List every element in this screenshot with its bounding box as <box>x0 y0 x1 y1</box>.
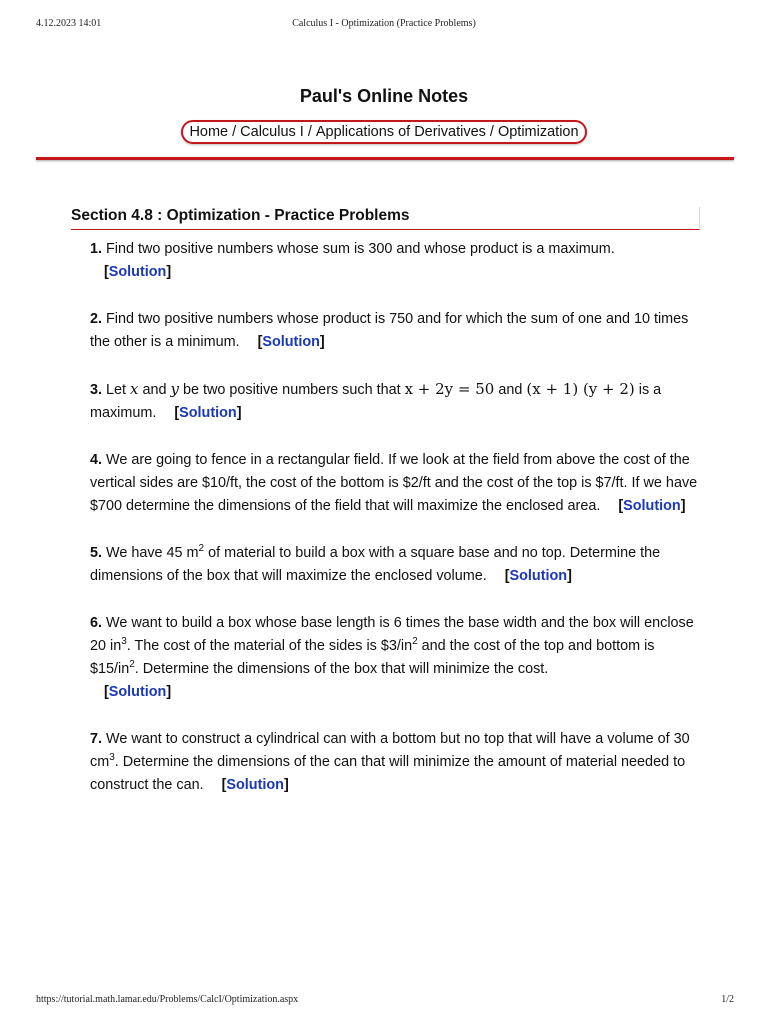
problem-number: 7. <box>90 731 103 747</box>
breadcrumb-home[interactable]: Home <box>189 124 229 140</box>
math-constraint: x + 2y = 50 <box>404 380 495 398</box>
bracket-close: ] <box>680 498 686 514</box>
breadcrumb-separator: / <box>232 124 237 140</box>
superscript: 2 <box>198 543 205 554</box>
problem-4 <box>90 449 702 518</box>
solution-link-2[interactable]: Solution <box>262 334 320 350</box>
solution-link-wrap <box>174 405 241 421</box>
problem-text: and <box>138 382 171 398</box>
solution-link-wrap <box>90 261 702 284</box>
problem-list <box>90 238 702 821</box>
math-var-x: x <box>130 380 139 398</box>
problem-2 <box>90 308 702 354</box>
solution-link-1[interactable]: Solution <box>108 264 167 280</box>
problem-7 <box>90 728 702 797</box>
breadcrumb-optimization[interactable]: Optimization <box>497 124 579 140</box>
print-date: 4.12.2023 14:01 <box>36 18 102 29</box>
problem-text: of material to build a box with a square base and no top. Determine the dimensions of the box that will maximize the enclosed volume. <box>90 545 661 584</box>
problem-number: 6. <box>90 615 103 631</box>
solution-link-wrap <box>505 568 572 584</box>
solution-link-wrap <box>90 681 702 704</box>
problem-5 <box>90 542 702 588</box>
bracket-open: [ <box>104 264 109 280</box>
footer-url: https://tutorial.math.lamar.edu/Problems/CalcI/Optimization.aspx <box>36 994 299 1005</box>
problem-text: We are going to fence in a rectangular field. If we look at the field from above the cost of the vertical sides are $10/ft, the cost of the bottom is $2/ft and the cost of the top is $7/ft. If we have $700 determine the dimensions of the field that will maximize the enclosed area. <box>90 452 698 514</box>
solution-link-7[interactable]: Solution <box>226 777 284 793</box>
bracket-open: [ <box>221 777 227 793</box>
footer-page-number: 1/2 <box>721 994 734 1005</box>
problem-text: and the cost of the top and bottom is $15/in <box>90 638 655 677</box>
problem-1 <box>90 238 702 284</box>
breadcrumb-wrap <box>0 120 768 144</box>
superscript: 2 <box>129 659 135 670</box>
problem-text: . Determine the dimensions of the box that will minimize the cost. <box>134 661 549 677</box>
problem-text: and <box>494 382 527 398</box>
problem-text: Let <box>106 382 131 398</box>
breadcrumb-calculus-i[interactable]: Calculus I <box>240 124 304 140</box>
problem-text: is a maximum. <box>90 382 662 421</box>
bracket-open: [ <box>504 568 510 584</box>
site-title: Paul's Online Notes <box>299 86 469 106</box>
bracket-open: [ <box>618 498 624 514</box>
bracket-close: ] <box>283 777 289 793</box>
solution-link-wrap <box>618 498 685 514</box>
solution-link-3[interactable]: Solution <box>179 405 237 421</box>
problem-text: . Determine the dimensions of the can that will minimize the amount of material needed to construct the can. <box>90 754 686 793</box>
breadcrumb-applications-of-derivatives[interactable]: Applications of Derivatives <box>315 124 486 140</box>
bracket-open: [ <box>104 684 109 700</box>
solution-link-wrap <box>222 777 289 793</box>
bracket-close: ] <box>166 264 172 280</box>
section-heading: Section 4.8 : Optimization - Practice Problems <box>71 207 700 230</box>
problem-text: Find two positive numbers whose sum is 300 and whose product is a maximum. <box>106 241 615 257</box>
breadcrumb <box>181 120 586 144</box>
problem-number: 4. <box>90 452 103 468</box>
problem-text: We have 45 m <box>106 545 199 561</box>
problem-text: We want to construct a cylindrical can with a bottom but no top that will have a volume of 30 cm <box>90 731 690 770</box>
solution-link-5[interactable]: Solution <box>509 568 568 584</box>
bracket-close: ] <box>319 334 325 350</box>
problem-number: 3. <box>90 382 103 398</box>
bracket-close: ] <box>236 405 242 421</box>
solution-link-4[interactable]: Solution <box>623 498 681 514</box>
superscript: 3 <box>121 636 127 647</box>
bracket-open: [ <box>257 334 263 350</box>
problem-number: 2. <box>90 311 103 327</box>
problem-number: 1. <box>90 241 103 257</box>
superscript: 2 <box>412 636 418 647</box>
superscript: 3 <box>109 752 115 763</box>
solution-link-wrap <box>258 334 325 350</box>
bracket-open: [ <box>174 405 180 421</box>
math-objective: (x + 1) (y + 2) <box>526 380 635 398</box>
problem-number: 5. <box>90 545 103 561</box>
bracket-close: ] <box>166 684 172 700</box>
bracket-close: ] <box>567 568 572 584</box>
breadcrumb-separator: / <box>307 124 312 140</box>
print-title: Calculus I - Optimization (Practice Problems) <box>292 18 476 29</box>
problem-text: . The cost of the material of the sides is $3/in <box>126 638 413 654</box>
header-divider <box>36 157 734 160</box>
problem-3 <box>90 378 702 425</box>
math-var-y: y <box>170 380 179 398</box>
problem-text: be two positive numbers such that <box>179 382 405 398</box>
problem-6 <box>90 612 702 704</box>
breadcrumb-separator: / <box>489 124 494 140</box>
solution-link-6[interactable]: Solution <box>108 684 167 700</box>
problem-text: We want to build a box whose base length is 6 times the base width and the box will enclose 20 in <box>90 615 694 654</box>
problem-text: Find two positive numbers whose product is 750 and for which the sum of one and 10 times the other is a minimum. <box>90 311 689 350</box>
